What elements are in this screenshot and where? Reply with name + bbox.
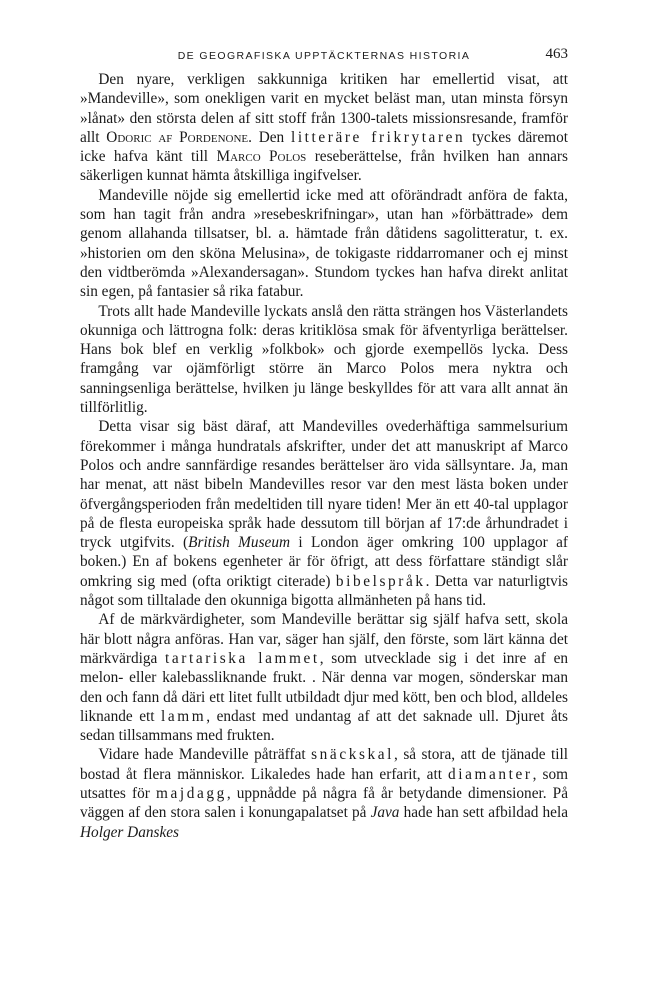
text-run: Vidare hade Mandeville påträffat [98,746,312,764]
paragraph [80,302,568,418]
text-run: , som utvecklade sig i det inre af en melon- eller kalebassliknande frukt. . När denna var mogen, sönderskar man den och fann då däri ett litet fullt utbildadt djur med kött, ben och blod, alldeles liknande ett [80,649,569,725]
text-run: tyckes däremot icke hafva känt till [80,128,568,166]
text-run: , uppnådde på några få år betydande dimensioner. På väggen af den stora salen i konungapalatset på [80,784,568,822]
text-run: , som utsattes för [80,765,568,802]
text-run: . Den [248,128,291,146]
text-run: bibelspråk [335,572,426,590]
book-page [80,44,568,842]
text-run: reseberättelse, från hvilken han annars säkerligen kunnat hämta åtskilliga ingifvelser. [80,148,568,185]
text-run: i London äger omkring 100 upplagor af boken.) En af bokens egenheter är för öfrigt, att dess författare ständigt slår omkring sig med (ofta oriktigt citerade) [80,534,568,590]
text-run: diamanter [448,765,533,783]
running-header [80,44,568,70]
body-text [80,70,568,842]
text-run: snäckskal [311,746,394,764]
text-run: Odoric af Pordenone [106,128,249,146]
text-run: hade han sett afbildad hela [399,804,569,822]
text-run: Af de märkvärdigheter, som Mandeville berättar sig själf hafva sett, skola här blott några anföras. Han var, säger han själf, den förste, som lärt känna det märkvärdiga [80,611,568,667]
text-run: Den nyare, verkligen sakkunniga kritiken har emellertid visat, att »Mandeville», som onekligen varit en mycket beläst man, utan minsta försyn »lånat» den största delen af sitt stoff från 1300-talets missionsresande, framför allt [80,71,568,146]
paragraph [80,186,568,302]
text-run: British Museum [188,534,291,552]
text-run: lamm [161,707,207,725]
paragraph [80,417,568,610]
text-run: Holger Danskes [80,823,179,841]
paragraph [80,70,568,186]
text-run: . Detta var naturligtvis något som tilltalade den okunniga bigotta allmänheten på hans tid. [80,572,568,610]
text-run: litteräre frikrytaren [290,128,466,146]
text-run: , endast med undantag af att det saknade ull. Djuret åts sedan tillsammans med frukten. [80,707,568,745]
text-run: Marco Polos [216,148,307,166]
text-run: Trots allt hade Mandeville lyckats anslå den rätta strängen hos Västerlandets okunniga och lättrogna folk: deras kritiklösa smak för äfventyrliga berättelser. Hans bok blef en verklig »folkbok» och gjorde exempellös lycka. Dess framgång var ojämförligt större än Marco Polos mera nyktra och sanningsenliga berättelse, hvilken ju länge beskylldes för att vara allt annat än tillförlitlig. [80,302,568,417]
text-run: tartariska lammet [165,649,320,667]
text-run: majdagg [155,784,227,802]
paragraph [80,610,568,745]
text-run: Mandeville nöjde sig emellertid icke med att oförändradt anföra de fakta, som han tagit från andra »resebeskrifningar», utan han »förbättrade» dem genom allahanda tillsatser, bl. a. hämtade från dåtidens sagolitteratur, t. ex. »historien om den sköna Melusina», de tokigaste riddarromaner och ej minst den vidtberömda »Alexandersagan». Stundom tyckes han hafva direkt anlitat sin egen, på fantasier så rika fatabur. [80,186,568,301]
text-run: Java [370,804,400,822]
text-run: Detta visar sig bäst däraf, att Mandevilles ovederhäftiga sammelsurium förekommer i många hundratals afskrifter, under det att manuskript af Marco Polos och andre sannfärdige resandes berättelser äro vida sällsyntare. Ja, man har menat, att näst bibeln Mandevilles resor var den mest lästa boken under öfvergångsperioden från medeltiden till nyare tiden! Mer än ett 40-tal upplagor på de flesta europeiska språk hade dessutom till början af 17:de århundradet i tryck utgifvits. ( [80,418,568,552]
text-run: , så stora, att de tjänade till bostad åt flera människor. Likaledes hade han erfarit, att [80,746,569,783]
paragraph [80,745,568,841]
page-number: 463 [545,46,568,62]
running-title: DE GEOGRAFISKA UPPTÄCKTERNAS HISTORIA [177,50,471,62]
